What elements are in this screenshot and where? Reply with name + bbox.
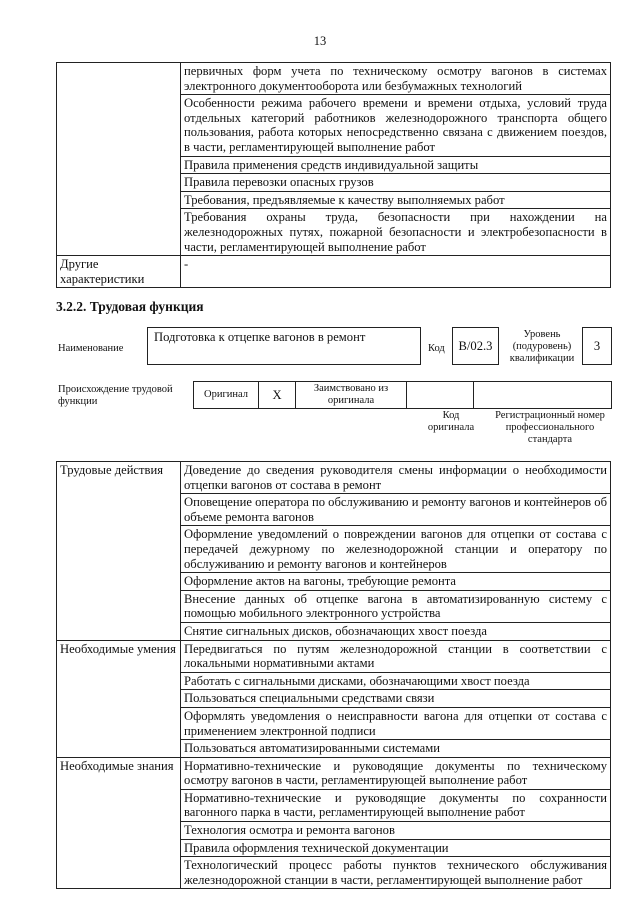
- table-row: [57, 640, 611, 672]
- section-title: 3.2.2. Трудовая функция: [56, 299, 204, 314]
- table-row: [194, 382, 612, 409]
- function-name-text: Подготовка к отцепке вагонов в ремонт: [154, 330, 366, 344]
- table-row: [57, 63, 611, 95]
- list-item: Оповещение оператора по обслуживанию и ремонту вагонов и контейнеров об объеме ремонта вагонов: [181, 494, 611, 526]
- list-item: Оформление уведомлений о повреждении вагонов для отцепки от состава с передачей дежурному по железнодорожной станции и оператору по обслуживанию и ремонту вагонов и контейнеров: [181, 526, 611, 573]
- list-item: Требования, предъявляемые к качеству выполняемых работ: [181, 191, 611, 209]
- list-item: Пользоваться автоматизированными системами: [181, 740, 611, 758]
- original-label: Оригинал: [194, 382, 259, 409]
- list-item: Оформлять уведомления о неисправности вагона для отцепки от состава с применением электронной подписи: [181, 707, 611, 739]
- origin-label: Происхождение трудовой функции: [58, 384, 173, 407]
- code-value: B/02.3: [458, 339, 493, 353]
- list-item: Работать с сигнальными дисками, обозначающими хвост поезда: [181, 672, 611, 690]
- list-item: Правила применения средств индивидуальной защиты: [181, 156, 611, 174]
- page-number: 13: [313, 34, 327, 48]
- level-box: [582, 327, 612, 365]
- code-box: [452, 327, 499, 365]
- original-mark: X: [259, 382, 296, 409]
- top-table: [56, 62, 611, 288]
- list-item: первичных форм учета по техническому осмотру вагонов в системах электронного документооборота или безбумажных технологий: [181, 63, 611, 95]
- list-item: Снятие сигнальных дисков, обозначающих хвост поезда: [181, 622, 611, 640]
- list-item: Особенности режима рабочего времени и времени отдыха, условий труда отдельных категорий работников железнодорожного транспорта общего пользования, работа которых непосредственно связана с движением поездов, в части, регламентирующей выполнение работ: [181, 95, 611, 156]
- list-item: Правила перевозки опасных грузов: [181, 174, 611, 192]
- reg-number-caption: Регистрационный номер профессионального стандарта: [495, 410, 605, 445]
- function-name: [147, 327, 421, 365]
- row-label: Необходимые умения: [57, 640, 181, 757]
- origin-table: [193, 381, 612, 409]
- list-item: Нормативно-технические и руководящие документы по сохранности вагонного парка в части, регламентирующей выполнение работ: [181, 789, 611, 821]
- code-original-caption: Код оригинала: [427, 410, 475, 433]
- list-item: Нормативно-технические и руководящие документы по техническому осмотру вагонов в части, регламентирующей выполнение работ: [181, 757, 611, 789]
- list-item: Технология осмотра и ремонта вагонов: [181, 822, 611, 840]
- list-item: Технологический процесс работы пунктов технического обслуживания железнодорожной станции в части, регламентирующей выполнение работ: [181, 857, 611, 889]
- row-label: Необходимые знания: [57, 757, 181, 889]
- borrowed-label: Заимствовано из оригинала: [296, 382, 407, 409]
- list-item: Оформление актов на вагоны, требующие ремонта: [181, 573, 611, 591]
- list-item: Доведение до сведения руководителя смены информации о необходимости отцепки вагонов от состава в ремонт: [181, 462, 611, 494]
- level-label: Уровень (подуровень) квалификации: [509, 329, 575, 364]
- code-label: Код: [428, 343, 445, 354]
- main-table: [56, 461, 611, 889]
- table-row: [57, 757, 611, 789]
- level-value: 3: [593, 339, 601, 353]
- list-item: Передвигаться по путям железнодорожной станции в соответствии с локальными нормативными актами: [181, 640, 611, 672]
- list-item: Пользоваться специальными средствами связи: [181, 690, 611, 708]
- table-row: [57, 462, 611, 494]
- table-row: [57, 256, 611, 288]
- name-label: Наименование: [58, 343, 124, 354]
- list-item: Правила оформления технической документации: [181, 839, 611, 857]
- row-label: Трудовые действия: [57, 462, 181, 641]
- list-item: -: [181, 256, 611, 288]
- list-item: Внесение данных об отцепке вагона в автоматизированную систему с помощью мобильного электронного устройства: [181, 590, 611, 622]
- list-item: Требования охраны труда, безопасности при нахождении на железнодорожных путях, пожарной безопасности и электробезопасности в части, регламентирующей выполнение работ: [181, 209, 611, 256]
- row-label: Другие характеристики: [57, 256, 181, 288]
